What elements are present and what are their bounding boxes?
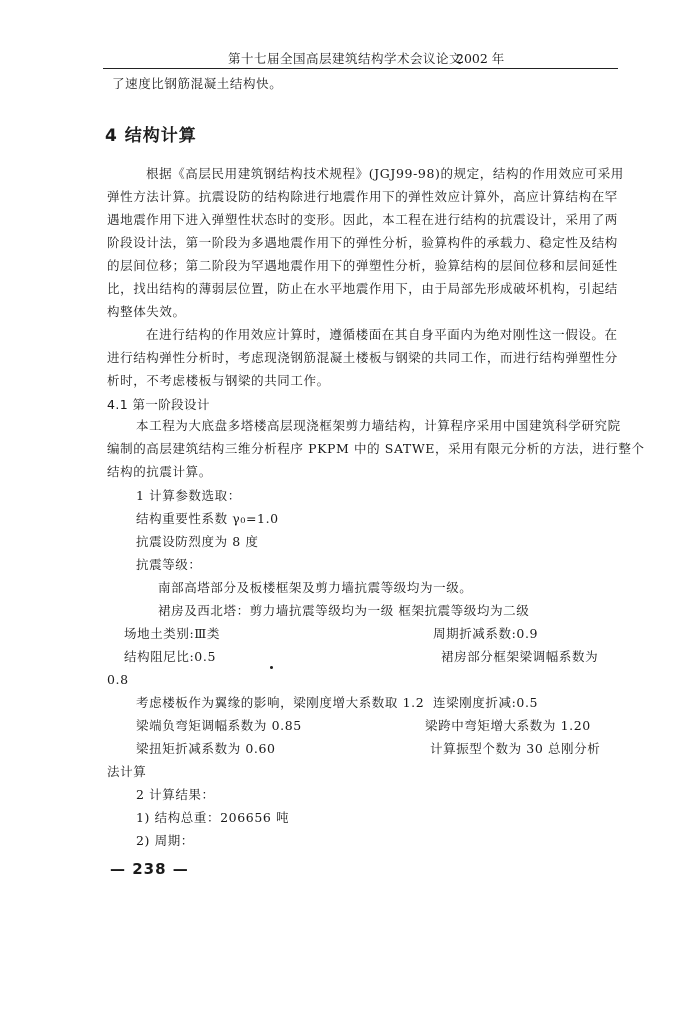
subsection-title: 4.1 第一阶段设计	[107, 397, 210, 412]
results-heading: 2 计算结果：	[136, 787, 215, 802]
param-slab-flange: 考虑楼板作为翼缘的影响，梁刚度增大系数取 1.2	[136, 695, 425, 710]
text-line: 编制的高层建筑结构三维分析程序 PKPM 中的 SATWE，采用有限元分析的方法，进行整个	[107, 441, 645, 456]
running-header-title: 第十七届全国高层建筑结构学术会议论文	[228, 51, 463, 66]
intro-line: 了速度比钢筋混凝土结构快。	[112, 76, 283, 91]
param-intensity: 抗震设防烈度为 8 度	[136, 534, 259, 549]
param-torsion-factor: 梁扭矩折减系数为 0.60	[136, 741, 276, 756]
text-line: 进行结构弹性分析时，考虑现浇钢筋混凝土楼板与钢梁的共同工作，而进行结构弹塑性分	[107, 350, 618, 365]
param-damping: 结构阻尼比:0.5	[124, 649, 216, 664]
text-line: 的层间位移；第二阶段为罕遇地震作用下的弹塑性分析，验算结构的层间位移和层间延性	[107, 258, 618, 273]
page-number: — 238 —	[110, 860, 189, 878]
param-grade-heading: 抗震等级：	[136, 557, 202, 572]
result-total-weight: 1) 结构总重：206656 吨	[136, 810, 290, 825]
param-mode-count: 计算振型个数为 30 总刚分析	[430, 741, 601, 756]
text-line: 弹性方法计算。抗震设防的结构除进行地震作用下的弹性效应计算外，高应计算结构在罕	[107, 189, 618, 204]
param-method-tail: 法计算	[107, 764, 147, 779]
text-line: 比，找出结构的薄弱层位置，防止在水平地震作用下，由于局部先形成破坏机构，引起结	[107, 281, 618, 296]
param-skirt-beam-value: 0.8	[107, 672, 129, 687]
param-grade-skirt: 裙房及西北塔：剪力墙抗震等级均为一级 框架抗震等级均为二级	[158, 603, 530, 618]
param-importance: 结构重要性系数 γ₀=1.0	[136, 511, 279, 526]
text-line: 构整体失效。	[107, 304, 186, 319]
result-period: 2) 周期：	[136, 833, 194, 848]
text-line: 析时，不考虑楼板与钢梁的共同工作。	[107, 373, 330, 388]
text-line: 在进行结构的作用效应计算时，遵循楼面在其自身平面内为绝对刚性这一假设。在	[146, 327, 618, 342]
params-heading: 1 计算参数选取：	[136, 488, 241, 503]
param-coupling-beam: 连梁刚度折减:0.5	[433, 695, 539, 710]
section-title: 4 结构计算	[105, 126, 197, 146]
param-period-factor: 周期折减系数:0.9	[433, 626, 539, 641]
text-line: 本工程为大底盘多塔楼高层现浇框架剪力墙结构，计算程序采用中国建筑科学研究院	[136, 418, 621, 433]
text-line: 遇地震作用下进入弹塑性状态时的变形。因此，本工程在进行结构的抗震设计，采用了两	[107, 212, 618, 227]
running-header-year: 2002 年	[456, 51, 505, 66]
text-line: 阶段设计法，第一阶段为多遇地震作用下的弹性分析，验算构件的承载力、稳定性及结构	[107, 235, 618, 250]
text-line: 结构的抗震计算。	[107, 464, 212, 479]
param-site-class: 场地土类别:Ⅲ类	[124, 626, 221, 641]
param-midspan-moment: 梁跨中弯矩增大系数为 1.20	[425, 718, 591, 733]
print-speck	[270, 666, 273, 669]
param-skirt-beam-factor: 裙房部分框架梁调幅系数为	[441, 649, 599, 664]
param-beam-neg-moment: 梁端负弯矩调幅系数为 0.85	[136, 718, 302, 733]
param-grade-south: 南部高塔部分及板楼框架及剪力墙抗震等级均为一级。	[158, 580, 473, 595]
text-line: 根据《高层民用建筑钢结构技术规程》(JGJ99-98)的规定，结构的作用效应可采用	[146, 166, 624, 181]
